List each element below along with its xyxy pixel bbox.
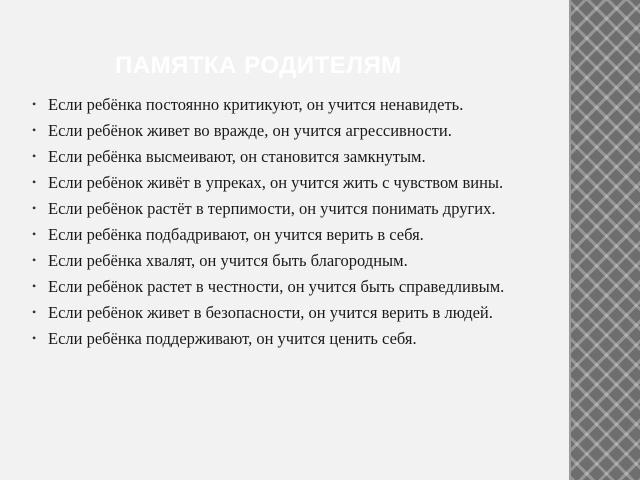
- list-item-text: Если ребёнок растет в честности, он учится быть справедливым.: [48, 277, 505, 296]
- bullet-icon: •: [32, 123, 37, 137]
- list-item: [30, 95, 555, 114]
- bullet-icon: •: [32, 331, 37, 345]
- list-item: [30, 329, 555, 348]
- list-item: [30, 277, 555, 296]
- list-item-text: Если ребёнок растёт в терпимости, он учится понимать других.: [48, 199, 496, 218]
- list-item-text: Если ребёнка хвалят, он учится быть благородным.: [48, 251, 408, 270]
- list-item-text: Если ребёнка подбадривают, он учится верить в себя.: [48, 225, 424, 244]
- bullet-icon: •: [32, 175, 37, 189]
- list-item: [30, 251, 555, 270]
- list-item-text: Если ребёнок живет во вражде, он учится агрессивности.: [48, 121, 452, 140]
- bullet-icon: •: [32, 279, 37, 293]
- bullet-icon: •: [32, 253, 37, 267]
- bullet-icon: •: [32, 305, 37, 319]
- slide-title: ПАМЯТКА РОДИТЕЛЯМ: [115, 52, 402, 79]
- bullet-icon: •: [32, 97, 37, 111]
- list-item: [30, 147, 555, 166]
- list-item: [30, 225, 555, 244]
- list-item-text: Если ребёнок живет в безопасности, он учится верить в людей.: [48, 303, 493, 322]
- list-item-text: Если ребёнка постоянно критикуют, он учится ненавидеть.: [48, 95, 464, 114]
- list-item-text: Если ребёнка поддерживают, он учится ценить себя.: [48, 329, 417, 348]
- bullet-list: [30, 95, 555, 355]
- list-item: [30, 121, 555, 140]
- list-item: [30, 303, 555, 322]
- bullet-icon: •: [32, 149, 37, 163]
- bullet-icon: •: [32, 227, 37, 241]
- list-item: [30, 173, 555, 192]
- decorative-pattern-strip: [569, 0, 640, 480]
- bullet-icon: •: [32, 201, 37, 215]
- list-item-text: Если ребёнка высмеивают, он становится замкнутым.: [48, 147, 426, 166]
- list-item-text: Если ребёнок живёт в упреках, он учится жить с чувством вины.: [48, 173, 504, 192]
- list-item: [30, 199, 555, 218]
